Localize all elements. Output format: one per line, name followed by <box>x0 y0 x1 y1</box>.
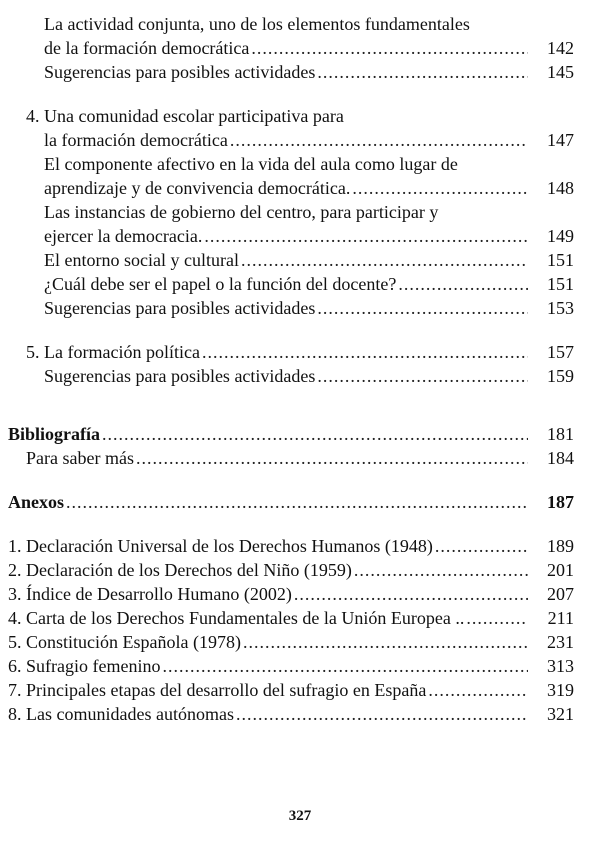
toc-line <box>8 654 532 678</box>
toc-entry <box>0 422 600 446</box>
toc-line <box>8 702 532 726</box>
spacer <box>0 470 600 490</box>
toc-entry <box>0 606 600 630</box>
dot-leader <box>204 224 528 248</box>
toc-page-number: 201 <box>547 560 574 580</box>
dot-leader <box>251 36 528 60</box>
toc-line <box>44 364 532 388</box>
toc-entry-label: 7. Principales etapas del desarrollo del sufragio en España <box>8 680 427 700</box>
toc-line <box>44 272 532 296</box>
toc-line <box>8 422 532 446</box>
toc-entry <box>0 200 600 224</box>
toc-entry-label: El entorno social y cultural <box>44 250 239 270</box>
toc-entry-label: 5. Constitución Española (1978) <box>8 632 241 652</box>
toc-chapter-title: 5. La formación política <box>26 342 200 362</box>
toc-line <box>44 60 532 84</box>
dot-leader <box>136 446 528 470</box>
toc-page-number: 148 <box>547 178 574 198</box>
toc-entry <box>0 224 600 248</box>
dot-leader <box>354 558 528 582</box>
toc-page-number: 142 <box>547 38 574 58</box>
toc-entry-label: 2. Declaración de los Derechos del Niño (1959) <box>8 560 352 580</box>
toc-entry <box>0 534 600 558</box>
dot-leader <box>466 606 528 630</box>
dot-leader <box>230 128 528 152</box>
toc-chapter-title: 4. Una comunidad escolar participativa para <box>26 106 344 126</box>
dot-leader <box>317 60 528 84</box>
toc-entry-label: 4. Carta de los Derechos Fundamentales de la Unión Europea .. <box>8 608 465 628</box>
dot-leader <box>317 364 528 388</box>
spacer <box>0 408 600 422</box>
toc-line-text: El componente afectivo en la vida del aula como lugar de <box>44 154 458 174</box>
toc-section-title: Bibliografía <box>8 424 101 444</box>
toc-line <box>44 36 532 60</box>
toc-entry <box>0 364 600 388</box>
dot-leader <box>66 490 528 514</box>
dot-leader <box>352 176 528 200</box>
toc-entry <box>0 678 600 702</box>
toc-page-number: 189 <box>547 536 574 556</box>
dot-leader <box>435 534 528 558</box>
toc-entry <box>0 630 600 654</box>
table-of-contents <box>0 12 600 726</box>
toc-line <box>8 582 532 606</box>
toc-entry-label: Sugerencias para posibles actividades <box>44 366 316 386</box>
toc-entry <box>0 248 600 272</box>
toc-page-number: 157 <box>547 342 574 362</box>
toc-entry-label: Para saber más <box>26 448 134 468</box>
dot-leader <box>243 630 528 654</box>
toc-line <box>8 558 532 582</box>
toc-page-number: 153 <box>547 298 574 318</box>
dot-leader <box>398 272 528 296</box>
spacer <box>0 320 600 340</box>
toc-page-number: 151 <box>547 274 574 294</box>
toc-page-number: 159 <box>547 366 574 386</box>
toc-entry <box>0 582 600 606</box>
toc-entry-label: 6. Sufragio femenino <box>8 656 161 676</box>
dot-leader <box>241 248 528 272</box>
toc-entry <box>0 104 600 128</box>
toc-line <box>26 446 532 470</box>
dot-leader <box>294 582 528 606</box>
toc-page-number: 313 <box>547 656 574 676</box>
toc-entry <box>0 12 600 36</box>
toc-page-number: 187 <box>547 492 574 512</box>
toc-entry-label: 1. Declaración Universal de los Derechos Humanos (1948) <box>8 536 433 556</box>
toc-entry <box>0 128 600 152</box>
toc-page-number: 147 <box>547 130 574 150</box>
toc-line <box>8 678 532 702</box>
dot-leader <box>236 702 528 726</box>
toc-entry <box>0 36 600 60</box>
dot-leader <box>317 296 528 320</box>
toc-entry <box>0 176 600 200</box>
toc-page-number: 145 <box>547 62 574 82</box>
toc-entry <box>0 490 600 514</box>
toc-page-number: 184 <box>547 448 574 468</box>
dot-leader <box>428 678 528 702</box>
toc-page-number: 149 <box>547 226 574 246</box>
toc-entry-label: 3. Índice de Desarrollo Humano (2002) <box>8 584 292 604</box>
dot-leader <box>202 340 528 364</box>
toc-entry <box>0 152 600 176</box>
toc-entry <box>0 558 600 582</box>
toc-line <box>8 490 532 514</box>
toc-entry <box>0 296 600 320</box>
toc-page-number: 151 <box>547 250 574 270</box>
toc-entry-label: de la formación democrática <box>44 38 250 58</box>
toc-entry <box>0 702 600 726</box>
toc-line <box>44 176 532 200</box>
toc-page-number: 181 <box>547 424 574 444</box>
toc-page-number: 207 <box>547 584 574 604</box>
toc-entry-label: ejercer la democracia. <box>44 226 203 246</box>
toc-entry <box>0 654 600 678</box>
toc-line <box>26 340 532 364</box>
toc-line <box>44 128 532 152</box>
toc-line <box>8 630 532 654</box>
toc-entry <box>0 272 600 296</box>
dot-leader <box>102 422 528 446</box>
toc-line <box>44 296 532 320</box>
toc-entry <box>0 446 600 470</box>
toc-entry-label: Sugerencias para posibles actividades <box>44 62 316 82</box>
toc-line <box>44 224 532 248</box>
toc-line <box>8 534 532 558</box>
toc-entry-label: ¿Cuál debe ser el papel o la función del docente? <box>44 274 397 294</box>
toc-entry-label: la formación democrática <box>44 130 228 150</box>
toc-entry-label: 8. Las comunidades autónomas <box>8 704 234 724</box>
toc-line <box>44 248 532 272</box>
toc-line-text: Las instancias de gobierno del centro, para participar y <box>44 202 439 222</box>
toc-line-text: La actividad conjunta, uno de los elementos fundamentales <box>44 14 470 34</box>
toc-page-number: 231 <box>547 632 574 652</box>
toc-entry <box>0 60 600 84</box>
toc-entry-label: aprendizaje y de convivencia democrática. <box>44 178 351 198</box>
dot-leader <box>162 654 528 678</box>
toc-page-number: 211 <box>547 608 574 628</box>
toc-page-number: 319 <box>547 680 574 700</box>
toc-line <box>8 606 532 630</box>
toc-section-title: Anexos <box>8 492 65 512</box>
spacer <box>0 514 600 534</box>
toc-entry <box>0 340 600 364</box>
toc-entry-label: Sugerencias para posibles actividades <box>44 298 316 318</box>
spacer <box>0 84 600 104</box>
spacer <box>0 388 600 408</box>
toc-page-number: 321 <box>547 704 574 724</box>
page-number-footer: 327 <box>288 808 312 824</box>
